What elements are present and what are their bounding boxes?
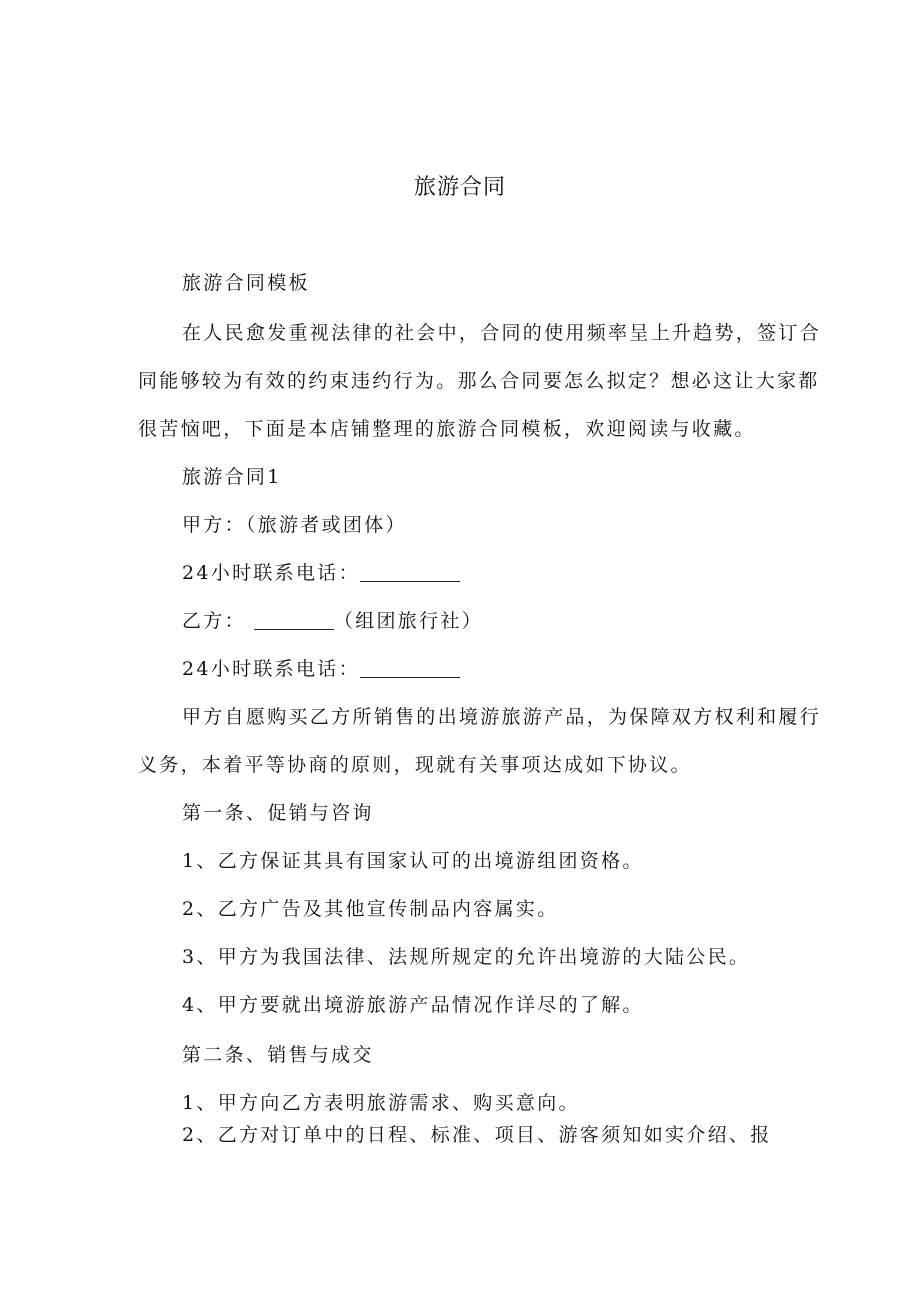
article-1-item: 3、甲方为我国法律、法规所规定的允许出境游的大陆公民。	[182, 946, 751, 968]
preamble-line-1: 甲方自愿购买乙方所销售的出境游旅游产品，为保障双方权利和履行	[182, 706, 822, 728]
preamble-line-2: 义务，本着平等协商的原则，现就有关事项达成如下协议。	[138, 754, 692, 776]
party-b-blank	[254, 611, 334, 630]
article-1-heading: 第一条、促销与咨询	[182, 802, 374, 824]
subtitle: 旅游合同模板	[182, 272, 310, 294]
article-1-item: 4、甲方要就出境游旅游产品情况作详尽的了解。	[182, 994, 644, 1016]
contract-heading: 旅游合同1	[182, 466, 282, 488]
article-1-item: 2、乙方广告及其他宣传制品内容属实。	[182, 898, 559, 920]
phone-blank	[360, 563, 460, 582]
phone-blank	[360, 659, 460, 678]
party-b-label: 乙方：	[182, 610, 246, 632]
intro-line-1: 在人民愈发重视法律的社会中，合同的使用频率呈上升趋势，签订合	[182, 322, 822, 344]
intro-line-2: 同能够较为有效的约束违约行为。那么合同要怎么拟定？想必这让大家都	[138, 370, 820, 392]
intro-line-3: 很苦恼吧，下面是本店铺整理的旅游合同模板，欢迎阅读与收藏。	[138, 418, 756, 440]
party-b-phone-line	[182, 654, 460, 681]
party-b-suffix: （组团旅行社）	[333, 610, 484, 632]
document-title: 旅游合同	[413, 175, 506, 200]
article-2-item: 1、甲方向乙方表明旅游需求、购买意向。	[182, 1092, 580, 1114]
article-2-heading: 第二条、销售与成交	[182, 1044, 374, 1066]
phone-label: 24小时联系电话：	[182, 658, 360, 680]
party-b-line	[182, 606, 483, 633]
party-a-line: 甲方：（旅游者或团体）	[182, 514, 407, 536]
article-1-item: 1、乙方保证其具有国家认可的出境游组团资格。	[182, 850, 644, 872]
phone-label: 24小时联系电话：	[182, 562, 360, 584]
article-2-item: 2、乙方对订单中的日程、标准、项目、游客须知如实介绍、报	[182, 1124, 772, 1146]
party-a-phone-line	[182, 558, 460, 585]
